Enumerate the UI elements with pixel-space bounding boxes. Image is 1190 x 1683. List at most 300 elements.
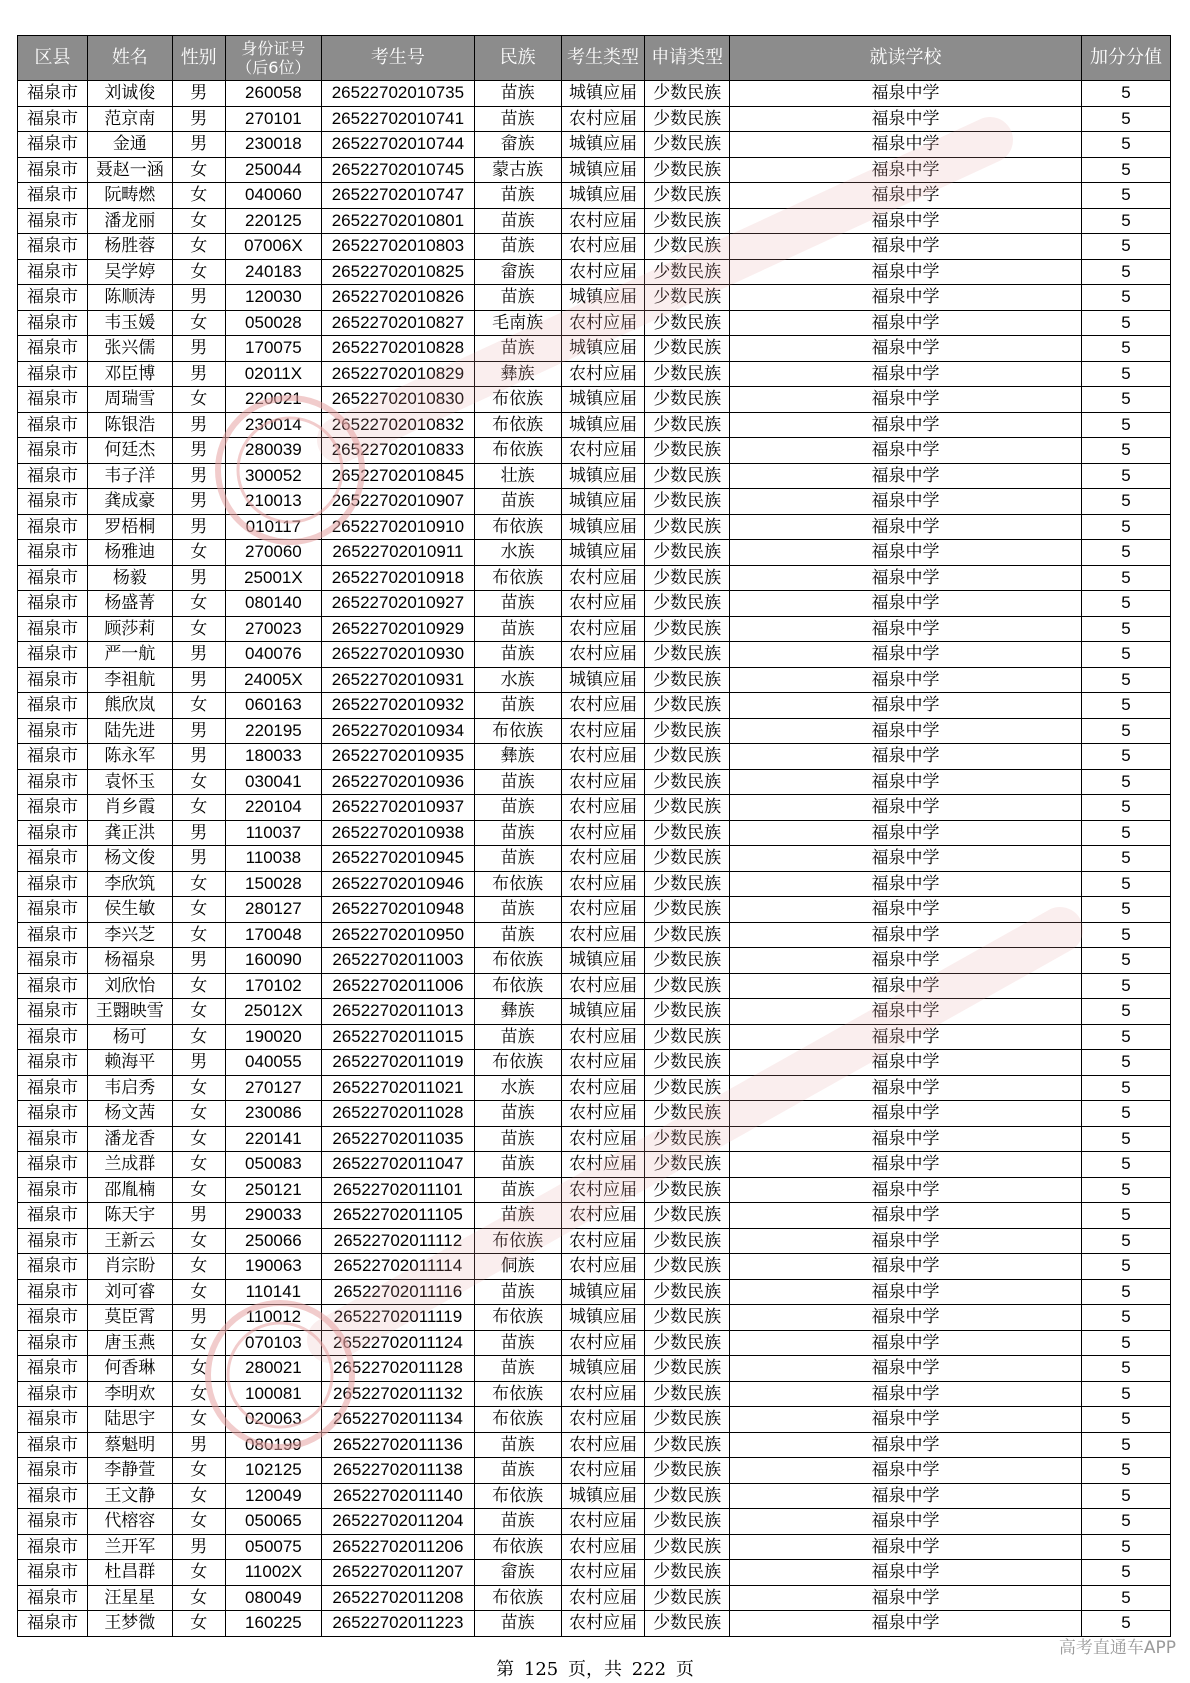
cell-gender: 女 <box>172 157 225 183</box>
cell-school: 福泉中学 <box>730 667 1082 693</box>
cell-id-last6: 102125 <box>225 1458 321 1484</box>
table-row <box>18 1381 1171 1407</box>
cell-district: 福泉市 <box>18 999 88 1025</box>
cell-gender: 女 <box>172 616 225 642</box>
cell-gender: 女 <box>172 1560 225 1586</box>
cell-name: 汪星星 <box>87 1585 172 1611</box>
page-prefix: 第 <box>496 1659 515 1680</box>
cell-district: 福泉市 <box>18 642 88 668</box>
cell-gender: 女 <box>172 1509 225 1535</box>
cell-school: 福泉中学 <box>730 1585 1082 1611</box>
cell-id-last6: 040076 <box>225 642 321 668</box>
cell-name: 杨文茜 <box>87 1101 172 1127</box>
cell-gender: 女 <box>172 922 225 948</box>
cell-student-type: 城镇应届 <box>561 285 645 311</box>
cell-id-last6: 280021 <box>225 1356 321 1382</box>
cell-bonus: 5 <box>1081 973 1170 999</box>
cell-gender: 男 <box>172 438 225 464</box>
cell-name: 李欣筑 <box>87 871 172 897</box>
cell-district: 福泉市 <box>18 336 88 362</box>
cell-ethnicity: 布依族 <box>474 1050 561 1076</box>
cell-id-last6: 270023 <box>225 616 321 642</box>
cell-id-last6: 160225 <box>225 1611 321 1637</box>
cell-school: 福泉中学 <box>730 1611 1082 1637</box>
cell-district: 福泉市 <box>18 132 88 158</box>
cell-bonus: 5 <box>1081 1585 1170 1611</box>
cell-id-last6: 11002X <box>225 1560 321 1586</box>
cell-apply-type: 少数民族 <box>645 642 730 668</box>
cell-student-type: 农村应届 <box>561 1126 645 1152</box>
cell-district: 福泉市 <box>18 106 88 132</box>
cell-gender: 男 <box>172 820 225 846</box>
cell-gender: 女 <box>172 1483 225 1509</box>
cell-name: 陆思宇 <box>87 1407 172 1433</box>
cell-bonus: 5 <box>1081 1152 1170 1178</box>
cell-apply-type: 少数民族 <box>645 208 730 234</box>
cell-school: 福泉中学 <box>730 744 1082 770</box>
cell-exam-number: 26522702011204 <box>322 1509 475 1535</box>
cell-ethnicity: 苗族 <box>474 208 561 234</box>
cell-district: 福泉市 <box>18 234 88 260</box>
cell-ethnicity: 苗族 <box>474 1356 561 1382</box>
cell-name: 刘诚俊 <box>87 81 172 107</box>
cell-gender: 女 <box>172 1330 225 1356</box>
cell-student-type: 农村应届 <box>561 846 645 872</box>
cell-apply-type: 少数民族 <box>645 1534 730 1560</box>
cell-student-type: 城镇应届 <box>561 157 645 183</box>
cell-gender: 男 <box>172 412 225 438</box>
cell-gender: 男 <box>172 744 225 770</box>
cell-bonus: 5 <box>1081 693 1170 719</box>
cell-ethnicity: 苗族 <box>474 1152 561 1178</box>
cell-ethnicity: 苗族 <box>474 922 561 948</box>
cell-gender: 男 <box>172 285 225 311</box>
cell-id-last6: 07006X <box>225 234 321 260</box>
cell-district: 福泉市 <box>18 1101 88 1127</box>
cell-gender: 女 <box>172 1024 225 1050</box>
cell-gender: 男 <box>172 1305 225 1331</box>
cell-bonus: 5 <box>1081 1407 1170 1433</box>
cell-exam-number: 26522702010931 <box>322 667 475 693</box>
cell-school: 福泉中学 <box>730 463 1082 489</box>
table-row <box>18 1228 1171 1254</box>
cell-ethnicity: 苗族 <box>474 1024 561 1050</box>
cell-school: 福泉中学 <box>730 183 1082 209</box>
cell-apply-type: 少数民族 <box>645 948 730 974</box>
cell-apply-type: 少数民族 <box>645 820 730 846</box>
cell-ethnicity: 布依族 <box>474 1483 561 1509</box>
table-row <box>18 1152 1171 1178</box>
cell-bonus: 5 <box>1081 81 1170 107</box>
cell-id-last6: 270101 <box>225 106 321 132</box>
cell-bonus: 5 <box>1081 591 1170 617</box>
cell-bonus: 5 <box>1081 234 1170 260</box>
cell-ethnicity: 侗族 <box>474 1254 561 1280</box>
cell-name: 熊欣岚 <box>87 693 172 719</box>
cell-name: 王新云 <box>87 1228 172 1254</box>
cell-district: 福泉市 <box>18 948 88 974</box>
cell-ethnicity: 布依族 <box>474 1381 561 1407</box>
cell-id-last6: 080140 <box>225 591 321 617</box>
cell-id-last6: 280039 <box>225 438 321 464</box>
cell-exam-number: 26522702010745 <box>322 157 475 183</box>
cell-gender: 女 <box>172 769 225 795</box>
cell-bonus: 5 <box>1081 820 1170 846</box>
cell-student-type: 城镇应届 <box>561 999 645 1025</box>
cell-student-type: 农村应届 <box>561 361 645 387</box>
cell-school: 福泉中学 <box>730 693 1082 719</box>
cell-district: 福泉市 <box>18 1381 88 1407</box>
cell-name: 李静萱 <box>87 1458 172 1484</box>
cell-school: 福泉中学 <box>730 922 1082 948</box>
cell-name: 杨福泉 <box>87 948 172 974</box>
cell-student-type: 农村应届 <box>561 897 645 923</box>
cell-ethnicity: 苗族 <box>474 285 561 311</box>
cell-ethnicity: 苗族 <box>474 183 561 209</box>
cell-school: 福泉中学 <box>730 336 1082 362</box>
cell-district: 福泉市 <box>18 769 88 795</box>
cell-gender: 女 <box>172 999 225 1025</box>
cell-name: 陈银浩 <box>87 412 172 438</box>
cell-ethnicity: 苗族 <box>474 693 561 719</box>
cell-student-type: 农村应届 <box>561 591 645 617</box>
cell-ethnicity: 苗族 <box>474 1126 561 1152</box>
table-row <box>18 1356 1171 1382</box>
cell-student-type: 农村应届 <box>561 616 645 642</box>
table-row <box>18 1611 1171 1637</box>
cell-id-last6: 190063 <box>225 1254 321 1280</box>
cell-apply-type: 少数民族 <box>645 310 730 336</box>
cell-gender: 女 <box>172 259 225 285</box>
cell-school: 福泉中学 <box>730 1356 1082 1382</box>
cell-exam-number: 26522702011119 <box>322 1305 475 1331</box>
cell-exam-number: 26522702011136 <box>322 1432 475 1458</box>
cell-ethnicity: 布依族 <box>474 718 561 744</box>
cell-school: 福泉中学 <box>730 132 1082 158</box>
cell-name: 杨盛菁 <box>87 591 172 617</box>
cell-id-last6: 040055 <box>225 1050 321 1076</box>
cell-id-last6: 02011X <box>225 361 321 387</box>
cell-bonus: 5 <box>1081 438 1170 464</box>
cell-student-type: 农村应届 <box>561 718 645 744</box>
cell-name: 陈天宇 <box>87 1203 172 1229</box>
cell-bonus: 5 <box>1081 1305 1170 1331</box>
cell-id-last6: 050083 <box>225 1152 321 1178</box>
cell-id-last6: 160090 <box>225 948 321 974</box>
table-row <box>18 1534 1171 1560</box>
cell-school: 福泉中学 <box>730 1024 1082 1050</box>
table-row <box>18 514 1171 540</box>
cell-gender: 男 <box>172 846 225 872</box>
cell-id-last6: 110037 <box>225 820 321 846</box>
cell-bonus: 5 <box>1081 336 1170 362</box>
cell-student-type: 农村应届 <box>561 1203 645 1229</box>
cell-gender: 女 <box>172 1126 225 1152</box>
cell-ethnicity: 畲族 <box>474 1560 561 1586</box>
cell-ethnicity: 布依族 <box>474 438 561 464</box>
cell-district: 福泉市 <box>18 1407 88 1433</box>
table-row <box>18 897 1171 923</box>
cell-exam-number: 26522702010801 <box>322 208 475 234</box>
cell-id-last6: 260058 <box>225 81 321 107</box>
cell-bonus: 5 <box>1081 1024 1170 1050</box>
cell-gender: 男 <box>172 667 225 693</box>
table-row <box>18 693 1171 719</box>
cell-student-type: 农村应届 <box>561 1509 645 1535</box>
cell-student-type: 农村应届 <box>561 1534 645 1560</box>
cell-id-last6: 220195 <box>225 718 321 744</box>
cell-student-type: 农村应届 <box>561 973 645 999</box>
cell-district: 福泉市 <box>18 1458 88 1484</box>
cell-school: 福泉中学 <box>730 1509 1082 1535</box>
cell-district: 福泉市 <box>18 1305 88 1331</box>
cell-district: 福泉市 <box>18 1279 88 1305</box>
cell-school: 福泉中学 <box>730 1407 1082 1433</box>
table-row <box>18 1483 1171 1509</box>
cell-student-type: 农村应届 <box>561 744 645 770</box>
cell-apply-type: 少数民族 <box>645 565 730 591</box>
cell-exam-number: 26522702010945 <box>322 846 475 872</box>
cell-gender: 女 <box>172 1177 225 1203</box>
cell-exam-number: 26522702011138 <box>322 1458 475 1484</box>
table-row <box>18 718 1171 744</box>
cell-id-last6: 070103 <box>225 1330 321 1356</box>
cell-apply-type: 少数民族 <box>645 922 730 948</box>
cell-apply-type: 少数民族 <box>645 744 730 770</box>
cell-exam-number: 26522702011105 <box>322 1203 475 1229</box>
cell-bonus: 5 <box>1081 718 1170 744</box>
cell-id-last6: 230014 <box>225 412 321 438</box>
cell-gender: 男 <box>172 565 225 591</box>
cell-name: 罗梧桐 <box>87 514 172 540</box>
cell-id-last6: 25012X <box>225 999 321 1025</box>
cell-gender: 女 <box>172 1075 225 1101</box>
table-row <box>18 846 1171 872</box>
cell-district: 福泉市 <box>18 259 88 285</box>
cell-student-type: 城镇应届 <box>561 183 645 209</box>
cell-bonus: 5 <box>1081 1228 1170 1254</box>
cell-school: 福泉中学 <box>730 948 1082 974</box>
cell-school: 福泉中学 <box>730 1203 1082 1229</box>
cell-school: 福泉中学 <box>730 106 1082 132</box>
cell-id-last6: 050065 <box>225 1509 321 1535</box>
cell-school: 福泉中学 <box>730 616 1082 642</box>
cell-student-type: 农村应届 <box>561 310 645 336</box>
cell-id-last6: 250121 <box>225 1177 321 1203</box>
cell-gender: 男 <box>172 463 225 489</box>
cell-exam-number: 26522702010735 <box>322 81 475 107</box>
cell-school: 福泉中学 <box>730 157 1082 183</box>
cell-name: 赖海平 <box>87 1050 172 1076</box>
cell-district: 福泉市 <box>18 1024 88 1050</box>
cell-exam-number: 26522702010803 <box>322 234 475 260</box>
cell-district: 福泉市 <box>18 1611 88 1637</box>
cell-exam-number: 26522702010827 <box>322 310 475 336</box>
cell-student-type: 农村应届 <box>561 1024 645 1050</box>
cell-ethnicity: 彝族 <box>474 744 561 770</box>
table-row <box>18 667 1171 693</box>
cell-gender: 男 <box>172 948 225 974</box>
cell-name: 顾莎莉 <box>87 616 172 642</box>
table-row <box>18 1330 1171 1356</box>
cell-apply-type: 少数民族 <box>645 871 730 897</box>
cell-apply-type: 少数民族 <box>645 132 730 158</box>
cell-bonus: 5 <box>1081 183 1170 209</box>
cell-exam-number: 26522702011006 <box>322 973 475 999</box>
cell-name: 刘可睿 <box>87 1279 172 1305</box>
cell-gender: 男 <box>172 81 225 107</box>
cell-district: 福泉市 <box>18 412 88 438</box>
cell-exam-number: 26522702011013 <box>322 999 475 1025</box>
cell-id-last6: 110038 <box>225 846 321 872</box>
table-row <box>18 106 1171 132</box>
cell-gender: 男 <box>172 642 225 668</box>
table-row <box>18 820 1171 846</box>
cell-name: 吴学婷 <box>87 259 172 285</box>
cell-gender: 女 <box>172 234 225 260</box>
cell-bonus: 5 <box>1081 667 1170 693</box>
cell-ethnicity: 水族 <box>474 667 561 693</box>
cell-exam-number: 26522702011132 <box>322 1381 475 1407</box>
cell-gender: 男 <box>172 1432 225 1458</box>
cell-id-last6: 240183 <box>225 259 321 285</box>
cell-student-type: 城镇应届 <box>561 81 645 107</box>
table-row <box>18 208 1171 234</box>
cell-ethnicity: 苗族 <box>474 1177 561 1203</box>
cell-school: 福泉中学 <box>730 285 1082 311</box>
cell-gender: 女 <box>172 1356 225 1382</box>
cell-district: 福泉市 <box>18 1203 88 1229</box>
table-row <box>18 565 1171 591</box>
cell-student-type: 农村应届 <box>561 871 645 897</box>
cell-bonus: 5 <box>1081 1611 1170 1637</box>
header-student-type: 考生类型 <box>561 36 645 81</box>
cell-ethnicity: 苗族 <box>474 489 561 515</box>
cell-student-type: 农村应届 <box>561 1177 645 1203</box>
cell-apply-type: 少数民族 <box>645 973 730 999</box>
cell-gender: 女 <box>172 183 225 209</box>
cell-district: 福泉市 <box>18 208 88 234</box>
table-row <box>18 1305 1171 1331</box>
cell-district: 福泉市 <box>18 871 88 897</box>
cell-id-last6: 220021 <box>225 387 321 413</box>
cell-ethnicity: 苗族 <box>474 81 561 107</box>
cell-student-type: 农村应届 <box>561 1152 645 1178</box>
cell-bonus: 5 <box>1081 540 1170 566</box>
cell-bonus: 5 <box>1081 744 1170 770</box>
cell-school: 福泉中学 <box>730 1177 1082 1203</box>
cell-id-last6: 050075 <box>225 1534 321 1560</box>
cell-gender: 女 <box>172 540 225 566</box>
cell-bonus: 5 <box>1081 1126 1170 1152</box>
cell-exam-number: 26522702010907 <box>322 489 475 515</box>
cell-ethnicity: 苗族 <box>474 616 561 642</box>
cell-exam-number: 26522702010741 <box>322 106 475 132</box>
cell-district: 福泉市 <box>18 157 88 183</box>
cell-name: 刘欣怡 <box>87 973 172 999</box>
cell-district: 福泉市 <box>18 438 88 464</box>
header-school: 就读学校 <box>730 36 1082 81</box>
cell-id-last6: 25001X <box>225 565 321 591</box>
cell-district: 福泉市 <box>18 897 88 923</box>
table-row <box>18 387 1171 413</box>
cell-apply-type: 少数民族 <box>645 1101 730 1127</box>
cell-ethnicity: 布依族 <box>474 565 561 591</box>
cell-name: 张兴儒 <box>87 336 172 362</box>
cell-student-type: 农村应届 <box>561 259 645 285</box>
cell-gender: 女 <box>172 591 225 617</box>
cell-exam-number: 26522702011028 <box>322 1101 475 1127</box>
table-row <box>18 591 1171 617</box>
cell-district: 福泉市 <box>18 285 88 311</box>
cell-bonus: 5 <box>1081 1279 1170 1305</box>
cell-student-type: 城镇应届 <box>561 463 645 489</box>
cell-school: 福泉中学 <box>730 310 1082 336</box>
cell-student-type: 城镇应届 <box>561 336 645 362</box>
table-row <box>18 999 1171 1025</box>
cell-ethnicity: 壮族 <box>474 463 561 489</box>
cell-student-type: 城镇应届 <box>561 1356 645 1382</box>
cell-id-last6: 150028 <box>225 871 321 897</box>
table-row <box>18 438 1171 464</box>
cell-exam-number: 26522702011035 <box>322 1126 475 1152</box>
cell-student-type: 城镇应届 <box>561 489 645 515</box>
cell-school: 福泉中学 <box>730 1330 1082 1356</box>
cell-bonus: 5 <box>1081 948 1170 974</box>
cell-school: 福泉中学 <box>730 897 1082 923</box>
cell-school: 福泉中学 <box>730 565 1082 591</box>
cell-school: 福泉中学 <box>730 642 1082 668</box>
cell-id-last6: 230018 <box>225 132 321 158</box>
cell-ethnicity: 苗族 <box>474 1203 561 1229</box>
cell-exam-number: 26522702011015 <box>322 1024 475 1050</box>
table-row <box>18 489 1171 515</box>
cell-apply-type: 少数民族 <box>645 1432 730 1458</box>
cell-bonus: 5 <box>1081 1432 1170 1458</box>
cell-name: 兰开军 <box>87 1534 172 1560</box>
cell-name: 王翾映雪 <box>87 999 172 1025</box>
table-row <box>18 795 1171 821</box>
cell-apply-type: 少数民族 <box>645 1611 730 1637</box>
cell-name: 何廷杰 <box>87 438 172 464</box>
cell-school: 福泉中学 <box>730 1101 1082 1127</box>
cell-district: 福泉市 <box>18 1330 88 1356</box>
cell-student-type: 城镇应届 <box>561 412 645 438</box>
cell-ethnicity: 苗族 <box>474 846 561 872</box>
cell-apply-type: 少数民族 <box>645 1509 730 1535</box>
cell-bonus: 5 <box>1081 106 1170 132</box>
cell-exam-number: 26522702010930 <box>322 642 475 668</box>
cell-ethnicity: 布依族 <box>474 514 561 540</box>
cell-ethnicity: 畲族 <box>474 259 561 285</box>
cell-school: 福泉中学 <box>730 999 1082 1025</box>
cell-district: 福泉市 <box>18 1050 88 1076</box>
cell-id-last6: 170075 <box>225 336 321 362</box>
cell-ethnicity: 布依族 <box>474 973 561 999</box>
cell-exam-number: 26522702011124 <box>322 1330 475 1356</box>
cell-exam-number: 26522702010950 <box>322 922 475 948</box>
cell-school: 福泉中学 <box>730 871 1082 897</box>
cell-ethnicity: 水族 <box>474 540 561 566</box>
cell-name: 杜昌群 <box>87 1560 172 1586</box>
page-current: 125 <box>523 1659 559 1680</box>
table-row <box>18 81 1171 107</box>
cell-apply-type: 少数民族 <box>645 1560 730 1586</box>
cell-school: 福泉中学 <box>730 973 1082 999</box>
cell-ethnicity: 布依族 <box>474 1305 561 1331</box>
cell-ethnicity: 苗族 <box>474 336 561 362</box>
cell-student-type: 农村应届 <box>561 1381 645 1407</box>
